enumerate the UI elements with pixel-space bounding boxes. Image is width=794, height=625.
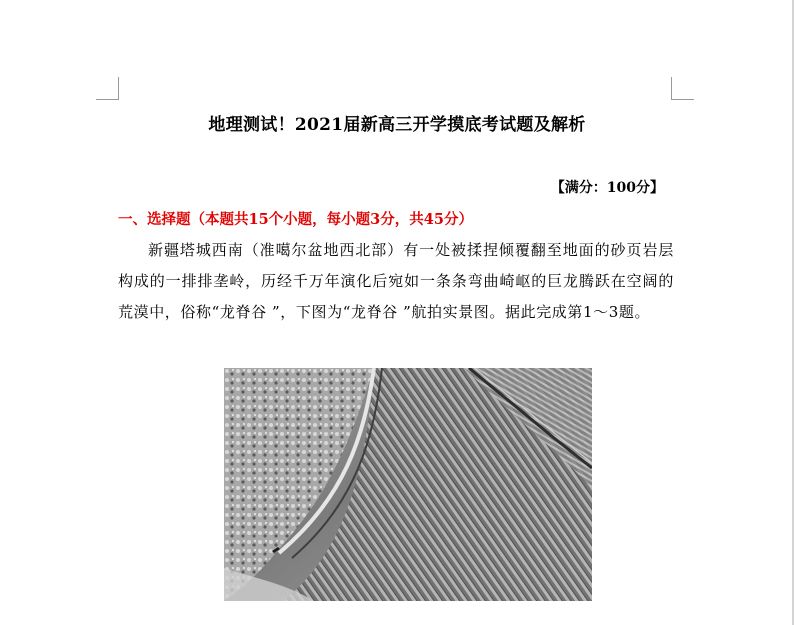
question-paragraph: 新疆塔城西南（准噶尔盆地西北部）有一处被揉捏倾覆翻至地面的砂页岩层构成的一排排垄岭，历经千万年演化后宛如一条条弯曲崎岖的巨龙腾跃在空阔的荒漠中，俗称“龙脊谷 ”，下图为“龙脊谷 ”航拍实景图。据此完成第1～3题。 [118, 241, 674, 321]
aerial-photo [224, 368, 592, 601]
full-score-label: 【满分：100分】 [550, 180, 664, 196]
aerial-photo-rendering [224, 368, 592, 601]
crop-mark-top-right-horizontal [671, 99, 694, 100]
crop-mark-top-right [671, 77, 672, 99]
crop-mark-top-left [118, 77, 119, 99]
crop-mark-top-left-horizontal [96, 99, 119, 100]
document-title: 地理测试！2021届新高三开学摸底考试题及解析 [208, 115, 586, 135]
section-heading: 一、选择题（本题共15个小题，每小题3分，共45分） [118, 211, 473, 228]
